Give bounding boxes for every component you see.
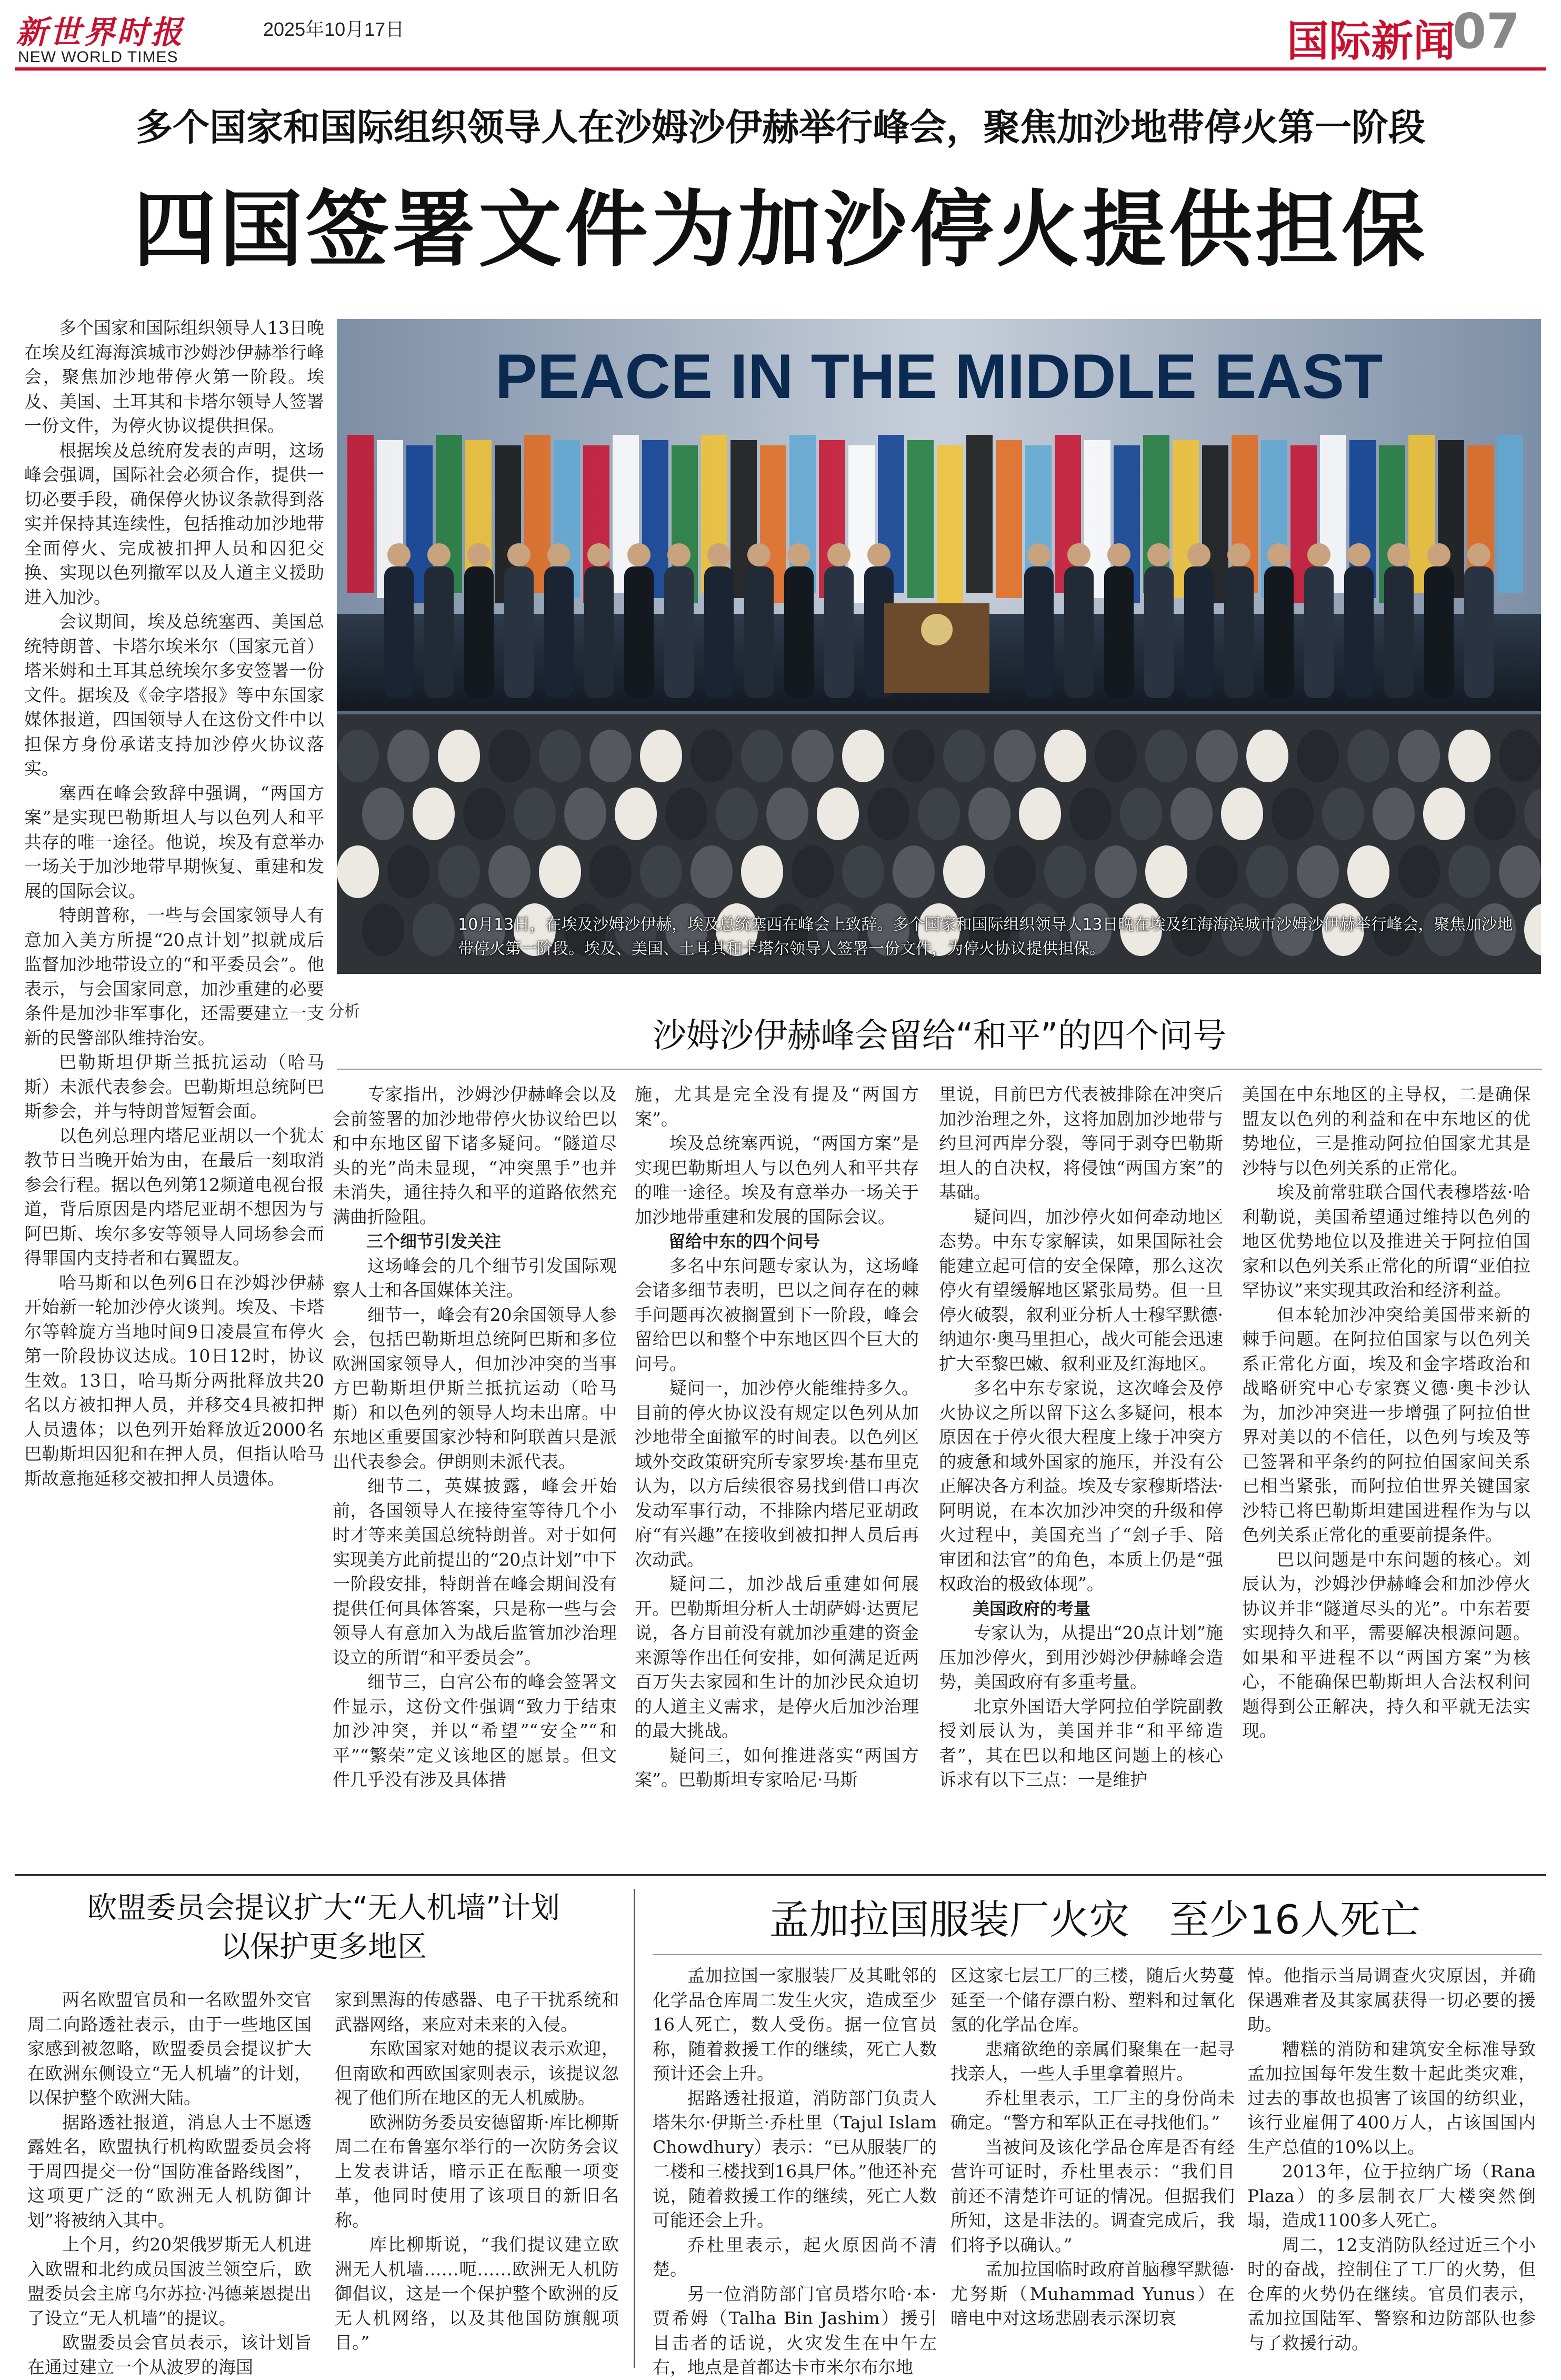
- audience-member: [792, 730, 834, 782]
- audience-member: [943, 730, 985, 782]
- audience-member: [1373, 788, 1415, 840]
- audience-member: [589, 845, 632, 898]
- leader-head: [827, 543, 850, 566]
- audience-member: [640, 845, 682, 898]
- eu-headline-line-2: 以保护更多地区: [221, 1930, 427, 1964]
- paragraph: 2013年，位于拉纳广场（Rana Plaza）的多层制衣厂大楼突然倒塌，造成1100多人死亡。: [1247, 2161, 1536, 2230]
- audience-member: [564, 788, 606, 840]
- paragraph: 乔杜里表示，起火原因尚不清楚。: [653, 2234, 937, 2279]
- leader-figure: [544, 566, 574, 698]
- column-divider: [634, 1889, 635, 2368]
- paragraph: 乔杜里表示，工厂主的身份尚未确定。“警方和军队正在寻找他们。”: [950, 2087, 1235, 2133]
- analysis-headline: 沙姆沙伊赫峰会留给“和平”的四个问号: [652, 1017, 1227, 1055]
- analysis-column-1: [333, 1082, 617, 1872]
- paragraph-continued: 施，尤其是完全没有提及“两国方案”。: [635, 1084, 919, 1129]
- audience-member: [1423, 788, 1465, 840]
- audience-member: [1474, 788, 1516, 840]
- leader-head: [707, 543, 731, 566]
- audience-member: [387, 845, 429, 898]
- audience-member: [918, 788, 960, 840]
- audience-member: [968, 788, 1010, 840]
- analysis-column-2: [635, 1082, 919, 1872]
- leader-head: [627, 543, 651, 566]
- leader-head: [1027, 543, 1050, 566]
- audience-member: [640, 730, 682, 782]
- newspaper-logo-english: NEW WORLD TIMES: [18, 48, 178, 66]
- section-name: 国际新闻: [1287, 17, 1455, 66]
- lead-story-column: [24, 316, 324, 1869]
- leader-head: [1307, 543, 1330, 566]
- leader-figure: [744, 566, 774, 698]
- paragraph: 细节二，英媒披露，峰会开始前，各国领导人在接待室等待几个小时才等来美国总统特朗普。对于如何实现美方此前提出的“20点计划”中下一阶段安排，特朗普在峰会期间没有提供任何具体答案，只是称一些与会领导人有意加入为战后监管加沙治理设立的所谓“和平委员会”。: [333, 1476, 617, 1668]
- audience-member: [514, 788, 556, 840]
- audience-member: [1398, 845, 1440, 898]
- flag: [996, 440, 1022, 598]
- audience-member: [539, 845, 581, 898]
- audience-member: [842, 845, 884, 898]
- leader-figure: [664, 566, 694, 698]
- page-number: 07: [1453, 3, 1520, 59]
- audience-member: [716, 788, 758, 840]
- leader-head: [1107, 543, 1130, 566]
- audience-member: [817, 788, 859, 840]
- audience-member: [1196, 845, 1238, 898]
- analysis-column-4: [1242, 1082, 1530, 1872]
- paragraph: 周二，12支消防队经过近三个小时的奋战，控制住了工厂的火势，但仓库的火势仍在继续。官员们表示，孟加拉国陆军、警察和边防部队也参与了救援行动。: [1247, 2234, 1536, 2353]
- paragraph: 埃及前常驻联合国代表穆塔兹·哈利勒说，美国希望通过维持以色列的地区优势地位以及推进关于阿拉伯国家和以色列关系正常化的所谓“亚伯拉罕协议”来实现其政治和经济利益。: [1242, 1182, 1530, 1300]
- paragraph: 多名中东问题专家认为，这场峰会诸多细节表明，巴以之间存在的棘手问题再次被搁置到下一阶段，峰会留给巴以和整个中东地区四个巨大的问号。: [635, 1255, 919, 1374]
- audience-member: [1297, 845, 1339, 898]
- leader-head: [667, 543, 691, 566]
- paragraph-continued: 家到黑海的传感器、电子干扰系统和武器网络，来应对未来的入侵。: [335, 1989, 619, 2035]
- audience-member: [488, 730, 531, 782]
- paragraph: 细节一，峰会有20余国领导人参会，包括巴勒斯坦总统阿巴斯和多位欧洲国家领导人，但加沙冲突的当事方巴勒斯坦伊斯兰抵抗运动（哈马斯）和以色列的领导人均未出席。中东地区重要国家沙特和阿联酋只是派出代表参会。伊朗则未派代表。: [333, 1304, 617, 1472]
- audience-member: [691, 845, 733, 898]
- audience-member: [1019, 788, 1061, 840]
- subheading: 美国政府的考量: [973, 1598, 1091, 1619]
- audience-member: [994, 730, 1036, 782]
- audience-member: [691, 730, 733, 782]
- audience-member: [1120, 788, 1162, 840]
- audience-member: [741, 845, 783, 898]
- bangladesh-story-column-1: [653, 1964, 937, 2379]
- audience-member: [994, 845, 1036, 898]
- bangladesh-story-column-2: [950, 1964, 1235, 2379]
- leader-figure: [1424, 566, 1454, 698]
- paragraph: 欧洲防务委员安德留斯·库比柳斯周二在布鲁塞尔举行的一次防务会议上发表讲话，暗示正在酝酿一项变革，他同时使用了该项目的新旧名称。: [335, 2112, 619, 2230]
- leader-head: [1267, 543, 1290, 566]
- audience-member: [1221, 788, 1263, 840]
- leader-head: [747, 543, 771, 566]
- leader-head: [1227, 543, 1250, 566]
- stage-banner-text: PEACE IN THE MIDDLE EAST: [495, 341, 1383, 412]
- summit-photo-illustration: [337, 319, 1541, 974]
- paragraph: 专家指出，沙姆沙伊赫峰会以及会前签署的加沙地带停火协议给巴以和中东地区留下诸多疑问。“隧道尽头的光”尚未显现，“冲突黑手”也并未消失，通往持久和平的道路依然充满曲折险阻。: [333, 1084, 617, 1227]
- leader-figure: [504, 566, 534, 698]
- audience-member: [1398, 730, 1440, 782]
- subheading: 留给中东的四个问号: [668, 1231, 820, 1251]
- paragraph-continued: 区这家七层工厂的三楼，随后火势蔓延至一个储存漂白粉、塑料和过氧化氢的化学品仓库。: [950, 1965, 1235, 2035]
- paragraph: 据路透社报道，消防部门负责人塔朱尔·伊斯兰·乔杜里（Tajul Islam Chowdhury）表示：“已从服装厂的二楼和三楼找到16具尸体。”他还补充说，随着救援工作的继续，死亡人数可能还会上升。: [653, 2087, 937, 2230]
- paragraph: 特朗普称，一些与会国家领导人有意加入美方所提“20点计划”拟就成后监督加沙地带设立的“和平委员会”。他表示，与会国家同意，加沙重建的必要条件是加沙非军事化，还需要建立一支新的民警部队维持治安。: [24, 905, 324, 1048]
- audience-member: [1347, 845, 1389, 898]
- bangladesh-headline-rule: [653, 1954, 1542, 1955]
- audience-member: [842, 730, 884, 782]
- paragraph-continued: 悼。他指示当局调查火灾原因，并确保遇难者及其家属获得一切必要的援助。: [1247, 1965, 1536, 2035]
- section-divider: [15, 1874, 1546, 1876]
- audience-member: [1145, 730, 1187, 782]
- leader-head: [547, 543, 571, 566]
- bangladesh-story-headline: 孟加拉国服装厂火灾 至少16人死亡: [769, 1896, 1420, 1943]
- audience-member: [893, 845, 935, 898]
- audience-member: [1246, 730, 1288, 782]
- audience-member: [1145, 845, 1187, 898]
- paragraph: 欧盟委员会官员表示，该计划旨在通过建立一个从波罗的海国: [27, 2332, 312, 2377]
- audience-member: [539, 730, 581, 782]
- audience-member: [741, 730, 783, 782]
- audience-member: [1297, 730, 1339, 782]
- paragraph: 疑问四，加沙停火如何牵动地区态势。中东专家解读，如果国际社会能建立起可信的安全保障，那么这次停火有望缓解地区紧张局势。但一旦停火破裂，叙利亚分析人士穆罕默德·纳迪尔·奥马里担心，战火可能会迅速扩大至黎巴嫩、叙利亚及红海地区。: [939, 1206, 1223, 1374]
- audience-member: [337, 845, 379, 898]
- leader-figure: [1224, 566, 1254, 698]
- leader-figure: [584, 566, 614, 698]
- eu-headline-line-1: 欧盟委员会提议扩大“无人机墙”计划: [87, 1891, 561, 1925]
- flag: [937, 445, 963, 603]
- audience-member: [1095, 730, 1137, 782]
- analysis-rule: [337, 1069, 1542, 1070]
- audience-member: [413, 788, 455, 840]
- audience-member: [1246, 845, 1288, 898]
- headline-kicker: 多个国家和国际组织领导人在沙姆沙伊赫举行峰会，聚焦加沙地带停火第一阶段: [136, 106, 1425, 149]
- audience-member: [1499, 730, 1541, 782]
- leader-figure: [1304, 566, 1334, 698]
- leader-head: [427, 543, 451, 566]
- leader-head: [867, 543, 890, 566]
- audience-member: [867, 788, 909, 840]
- masthead-rule: [15, 67, 1546, 71]
- main-headline: 四国签署文件为加沙停火提供担保: [133, 181, 1428, 278]
- audience-member: [438, 730, 480, 782]
- paragraph: 东欧国家对她的提议表示欢迎，但南欧和西欧国家则表示，该提议忽视了他们所在地区的无人机威胁。: [335, 2038, 619, 2108]
- leader-figure: [1184, 566, 1214, 698]
- leader-head: [1067, 543, 1090, 566]
- audience-member: [665, 788, 707, 840]
- audience-member: [792, 845, 834, 898]
- audience-member: [1448, 845, 1490, 898]
- audience-member: [1170, 788, 1213, 840]
- leader-figure: [1064, 566, 1094, 698]
- audience-member: [893, 730, 935, 782]
- paragraph: 疑问二，加沙战后重建如何展开。巴勒斯坦分析人士胡萨姆·达贾尼说，各方目前没有就加沙重建的资金来源等作出任何安排，如何满足近两百万失去家园和生计的加沙民众迫切的人道主义需求，是停火后加沙治理的最大挑战。: [635, 1574, 919, 1741]
- paragraph: 细节三，白宫公布的峰会签署文件显示，这份文件强调“致力于结束加沙冲突，并以“希望”“安全”“和平”“繁荣”定义该地区的愿景。但文件几乎没有涉及具体措: [333, 1671, 617, 1790]
- leader-figure: [1464, 566, 1494, 698]
- audience-member: [1272, 788, 1314, 840]
- leader-head: [387, 543, 411, 566]
- paragraph: 上个月，约20架俄罗斯无人机进入欧盟和北约成员国波兰领空后，欧盟委员会主席乌尔苏拉·冯德莱恩提出了设立“无人机墙”的提议。: [27, 2234, 312, 2328]
- leader-figure: [1024, 566, 1054, 698]
- eu-story-column-2: [335, 1988, 619, 2377]
- paragraph: 另一位消防部门官员塔尔哈·本·贾希姆（Talha Bin Jashim）援引目击者的话说，火灾发生在中午左右，地点是首都达卡市米尔布尔地: [653, 2283, 937, 2377]
- leader-head: [1387, 543, 1410, 566]
- leader-head: [1467, 543, 1490, 566]
- paragraph: 以色列总理内塔尼亚胡以一个犹太教节日当晚开始为由，在最后一刻取消参会行程。据以色列第12频道电视台报道，背后原因是内塔尼亚胡不想因为与阿巴斯、埃尔多安等领导人同场参会而得罪国内支持者和右翼盟友。: [24, 1125, 324, 1268]
- paragraph: 巴以问题是中东问题的核心。刘辰认为，沙姆沙伊赫峰会和加沙停火协议并非“隧道尽头的光”。中东若要实现持久和平，需要解决根源问题。如果和平进程不以“两国方案”为核心，不能确保巴勒斯坦人合法权利问题得到公正解决，持久和平就无法实现。: [1242, 1549, 1530, 1741]
- leader-head: [507, 543, 531, 566]
- paragraph: 两名欧盟官员和一名欧盟外交官周二向路透社表示，由于一些地区国家感到被忽略，欧盟委员会提议扩大在欧洲东侧设立“无人机墙”的计划，以保护整个欧洲大陆。: [27, 1989, 312, 2108]
- leader-figure: [1144, 566, 1174, 698]
- paragraph: 根据埃及总统府发表的声明，这场峰会强调，国际社会必须合作，提供一切必要手段，确保停火协议条款得到落实并保持其连续性，包括推动加沙地带全面停火、完成被扣押人员和囚犯交换、实现以色列撤军以及人道主义援助进入加沙。: [24, 440, 324, 608]
- audience-member: [1499, 845, 1541, 898]
- leader-figure: [704, 566, 734, 698]
- leader-figure: [784, 566, 814, 698]
- leader-head: [587, 543, 611, 566]
- paragraph-continued: 里说，目前巴方代表被排除在冲突后加沙治理之外，这将加剧加沙地带与约旦河西岸分裂，等同于剥夺巴勒斯坦人的自决权，将侵蚀“两国方案”的基础。: [939, 1084, 1223, 1202]
- audience-member: [615, 788, 657, 840]
- leader-head: [1427, 543, 1450, 566]
- paragraph: 当被问及该化学品仓库是否有经营许可证时，乔杜里表示：“我们目前还不清楚许可证的情况。但据我们所知，这是非法的。调查完成后，我们将予以确认。”: [950, 2136, 1235, 2255]
- flag: [1497, 435, 1523, 593]
- leader-head: [1347, 543, 1370, 566]
- subheading: 三个细节引发关注: [366, 1231, 502, 1251]
- leader-head: [1147, 543, 1170, 566]
- audience-member: [1095, 845, 1137, 898]
- audience-member: [1448, 730, 1490, 782]
- audience-member: [387, 730, 429, 782]
- leader-head: [467, 543, 491, 566]
- photo-caption: 10月13日，在埃及沙姆沙伊赫，埃及总统塞西在峰会上致辞。多个国家和国际组织领导人13日晚在埃及红海海滨城市沙姆沙伊赫举行峰会，聚焦加沙地带停火第一阶段。埃及、美国、土耳其和卡塔尔领导人签署一份文件，为停火协议提供担保。: [458, 915, 1513, 958]
- paragraph: 多名中东专家说，这次峰会及停火协议之所以留下这么多疑问，根本原因在于停火很大程度上缘于冲突方的疲惫和域外国家的施压，并没有公正解决各方利益。埃及专家穆斯塔法·阿明说，在本次加沙冲突的升级和停火过程中，美国充当了“刽子手、陪审团和法官”的角色，本质上仍是“强权政治的极致体现”。: [939, 1378, 1223, 1594]
- issue-date: 2025年10月17日: [263, 18, 405, 40]
- audience-member: [362, 788, 404, 840]
- audience-member: [1322, 788, 1364, 840]
- audience-member: [413, 903, 455, 956]
- paragraph: 北京外国语大学阿拉伯学院副教授刘辰认为，美国并非“和平缔造者”，其在巴以和地区问题上的核心诉求有以下三点：一是维护: [939, 1696, 1223, 1790]
- paragraph: 疑问三，如何推进落实“两国方案”。巴勒斯坦专家哈尼·马斯: [635, 1745, 919, 1790]
- leader-figure: [624, 566, 654, 698]
- eu-story-column-1: [27, 1988, 312, 2377]
- leader-head: [787, 543, 810, 566]
- paragraph: 巴勒斯坦伊斯兰抵抗运动（哈马斯）未派代表参会。巴勒斯坦总统阿巴斯参会，并与特朗普短暂会面。: [24, 1052, 324, 1121]
- eu-story-headline: [21, 1889, 626, 1967]
- audience-member: [1347, 730, 1389, 782]
- paragraph-continued: 美国在中东地区的主导权，二是确保盟友以色列的利益和在中东地区的优势地位，三是推动阿拉伯国家尤其是沙特与以色列关系的正常化。: [1242, 1084, 1530, 1178]
- leader-figure: [424, 566, 454, 698]
- leader-figure: [464, 566, 494, 698]
- newspaper-logo: 新世界时报: [16, 14, 184, 51]
- paragraph: 会议期间，埃及总统塞西、美国总统特朗普、卡塔尔埃米尔（国家元首）塔米姆和土耳其总统埃尔多安签署一份文件。据埃及《金字塔报》等中东国家媒体报道，四国领导人在这份文件中以担保方身份承诺支持加沙停火协议落实。: [24, 611, 324, 779]
- paragraph: 哈马斯和以色列6日在沙姆沙伊赫开始新一轮加沙停火谈判。埃及、卡塔尔等斡旋方当地时间9日凌晨宣布停火第一阶段协议达成。10日12时，协议生效。13日，哈马斯分两批释放共20名以方被扣押人员，并移交4具被扣押人员遗体；以色列开始释放近2000名巴勒斯坦囚犯和在押人员，但指认哈马斯故意拖延移交被扣押人员遗体。: [24, 1272, 324, 1489]
- audience-member: [337, 730, 379, 782]
- audience-member: [362, 903, 404, 956]
- audience-member: [488, 845, 531, 898]
- audience-member: [1069, 788, 1112, 840]
- paragraph: 但本轮加沙冲突给美国带来新的棘手问题。在阿拉伯国家与以色列关系正常化方面，埃及和金字塔政治和战略研究中心专家赛义德·奥卡沙认为，加沙冲突进一步增强了阿拉伯世界对美以的不信任，以色列与埃及等已签署和平条约的阿拉伯国家间关系已相当紧张，而阿拉伯世界关键国家沙特已将巴勒斯坦建国进程作为与以色列关系正常化的重要前提条件。: [1242, 1304, 1530, 1545]
- audience-member: [463, 788, 505, 840]
- leader-figure: [824, 566, 854, 698]
- audience-member: [1044, 730, 1086, 782]
- leader-head: [1187, 543, 1210, 566]
- flag: [347, 435, 374, 593]
- paragraph: 库比柳斯说，“我们提议建立欧洲无人机墙……呃……欧洲无人机防御倡议，这是一个保护整个欧洲的反无人机网络，以及其他国防旗舰项目。”: [335, 2234, 619, 2353]
- leader-figure: [1264, 566, 1294, 698]
- paragraph: 孟加拉国一家服装厂及其毗邻的化学品仓库周二发生火灾，造成至少16人死亡，数人受伤。据一位官员称，随着救援工作的继续，死亡人数预计还会上升。: [653, 1965, 937, 2084]
- leader-figure: [1104, 566, 1134, 698]
- paragraph: 糟糕的消防和建筑安全标准导致孟加拉国每年发生数十起此类灾难，过去的事故也损害了该国的纺织业，该行业雇佣了400万人，占该国国内生产总值的10%以上。: [1247, 2038, 1536, 2157]
- paragraph: 专家认为，从提出“20点计划”施压加沙停火，到用沙姆沙伊赫峰会造势，美国政府有多重考量。: [939, 1622, 1223, 1692]
- paragraph: 悲痛欲绝的亲属们聚集在一起寻找亲人，一些人手里拿着照片。: [950, 2038, 1235, 2084]
- paragraph: 塞西在峰会致辞中强调，“两国方案”是实现巴勒斯坦人与以色列人和平共存的唯一途径。他说，埃及有意举办一场关于加沙地带早期恢复、重建和发展的国际会议。: [24, 782, 324, 901]
- audience-member: [766, 788, 808, 840]
- paragraph: 多个国家和国际组织领导人13日晚在埃及红海海滨城市沙姆沙伊赫举行峰会，聚焦加沙地带停火第一阶段。埃及、美国、土耳其和卡塔尔领导人签署一份文件，为停火协议提供担保。: [24, 317, 324, 436]
- audience-member: [438, 845, 480, 898]
- leader-figure: [1344, 566, 1374, 698]
- audience-member: [1196, 730, 1238, 782]
- analysis-column-3: [939, 1082, 1223, 1872]
- analysis-label: 分析: [328, 1002, 360, 1021]
- flag: [907, 440, 934, 598]
- audience-member: [1044, 845, 1086, 898]
- audience-member: [589, 730, 632, 782]
- leader-figure: [384, 566, 414, 698]
- paragraph: 埃及总统塞西说，“两国方案”是实现巴勒斯坦人与以色列人和平共存的唯一途径。埃及有意举办一场关于加沙地带重建和发展的国际会议。: [635, 1133, 919, 1227]
- paragraph: 孟加拉国临时政府首脑穆罕默德·尤努斯（Muhammad Yunus）在暗电中对这场悲剧表示深切哀: [950, 2259, 1235, 2328]
- flag: [966, 435, 993, 593]
- leader-figure: [1384, 566, 1414, 698]
- paragraph: 疑问一，加沙停火能维持多久。目前的停火协议没有规定以色列从加沙地带全面撤军的时间表。以色列区域外交政策研究所专家罗埃·基布里克认为，以方后续很容易找到借口再次发动军事行动，不排除内塔尼亚胡政府“有兴趣”在接收到被扣押人员后再次动武。: [635, 1378, 919, 1570]
- summit-photo: [337, 319, 1541, 974]
- bangladesh-story-column-3: [1247, 1964, 1536, 2379]
- audience-member: [943, 845, 985, 898]
- paragraph: 据路透社报道，消息人士不愿透露姓名，欧盟执行机构欧盟委员会将于周四提交一份“国防准备路线图”，这项更广泛的“欧洲无人机防御计划”将被纳入其中。: [27, 2112, 312, 2230]
- paragraph: 这场峰会的几个细节引发国际观察人士和各国媒体关注。: [333, 1255, 617, 1300]
